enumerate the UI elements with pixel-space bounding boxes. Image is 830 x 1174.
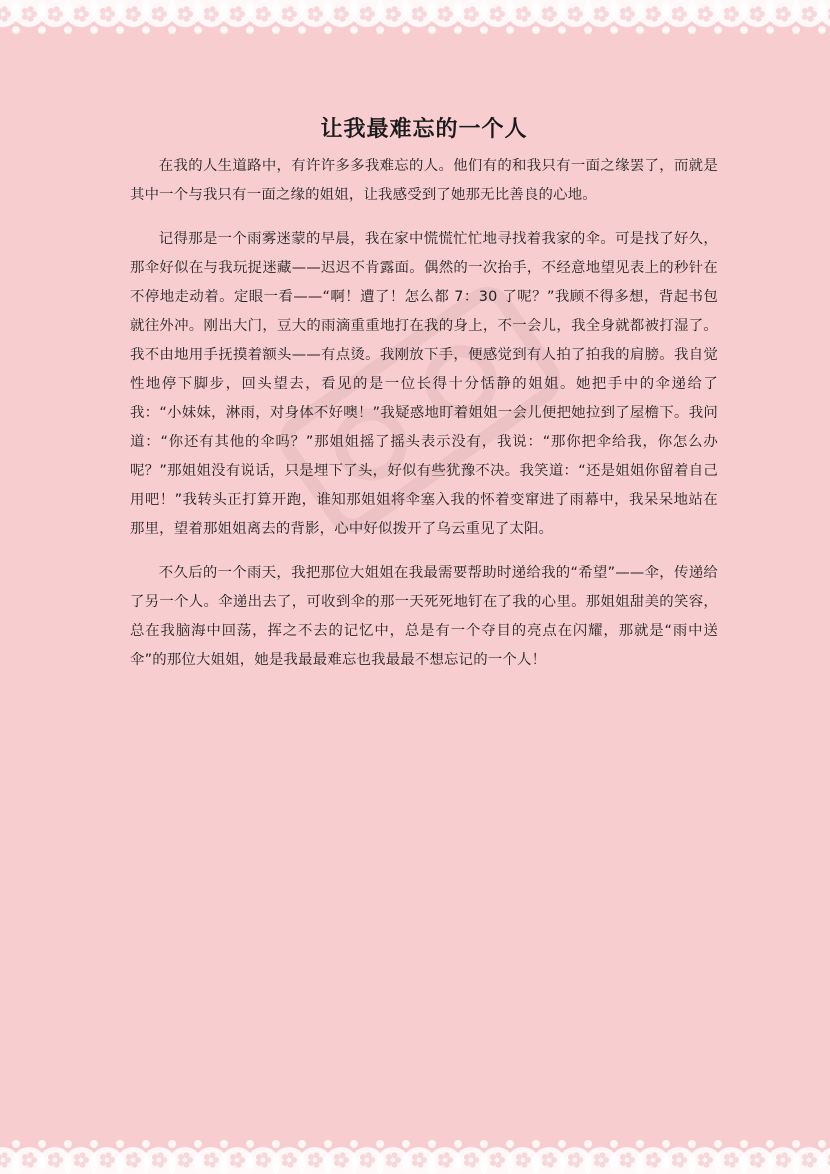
bottom-lace-border <box>0 1116 830 1174</box>
paragraph-3: 不久后的一个雨天，我把那位大姐姐在我最需要帮助时递给我的“希望”——伞，传递给了另一个人。伞递出去了，可收到伞的那一天死死地钉在了我的心里。那姐姐甜美的笑容，总在我脑海中回荡，挥之不去的记忆中，总是有一个夺目的亮点在闪耀，那就是“雨中送伞”的那位大姐姐，她是我最最难忘也我最最不想忘记的一个人！ <box>130 565 718 668</box>
document-title: 让我最难忘的一个人 <box>320 117 528 142</box>
document-page <box>130 112 718 690</box>
top-lace-border <box>0 0 830 48</box>
paragraph-1: 在我的人生道路中，有许许多多我难忘的人。他们有的和我只有一面之缘罢了，而就是其中一个与我只有一面之缘的姐姐，让我感受到了她那无比善良的心地。 <box>130 158 718 203</box>
paragraph-2: 记得那是一个雨雾迷蒙的早晨，我在家中慌慌忙忙地寻找着我家的伞。可是找了好久，那伞好似在与我玩捉迷藏——迟迟不肯露面。偶然的一次抬手，不经意地望见表上的秒针在不停地走动着。定眼一看——“啊！遭了！怎么都 7：30 了呢？”我顾不得多想，背起书包就往外冲。刚出大门，豆大的雨滴重重地打在我的身上，不一会儿，我全身就都被打湿了。我不由地用手抚摸着额头——有点烫。我刚放下手，便感觉到有人拍了拍我的肩膀。我自觉性地停下脚步，回头望去，看见的是一位长得十分恬静的姐姐。她把手中的伞递给了我：“小妹妹，淋雨，对身体不好噢！”我疑惑地盯着姐姐一会儿便把她拉到了屋檐下。我问道：“你还有其他的伞吗？”那姐姐摇了摇头表示没有，我说：“那你把伞给我，你怎么办呢？”那姐姐没有说话，只是埋下了头，好似有些犹豫不决。我笑道：“还是姐姐你留着自己用吧！”我转头正打算开跑，谁知那姐姐将伞塞入我的怀着变窜进了雨幕中，我呆呆地站在那里，望着那姐姐离去的背影，心中好似拨开了乌云重见了太阳。 <box>130 231 718 537</box>
